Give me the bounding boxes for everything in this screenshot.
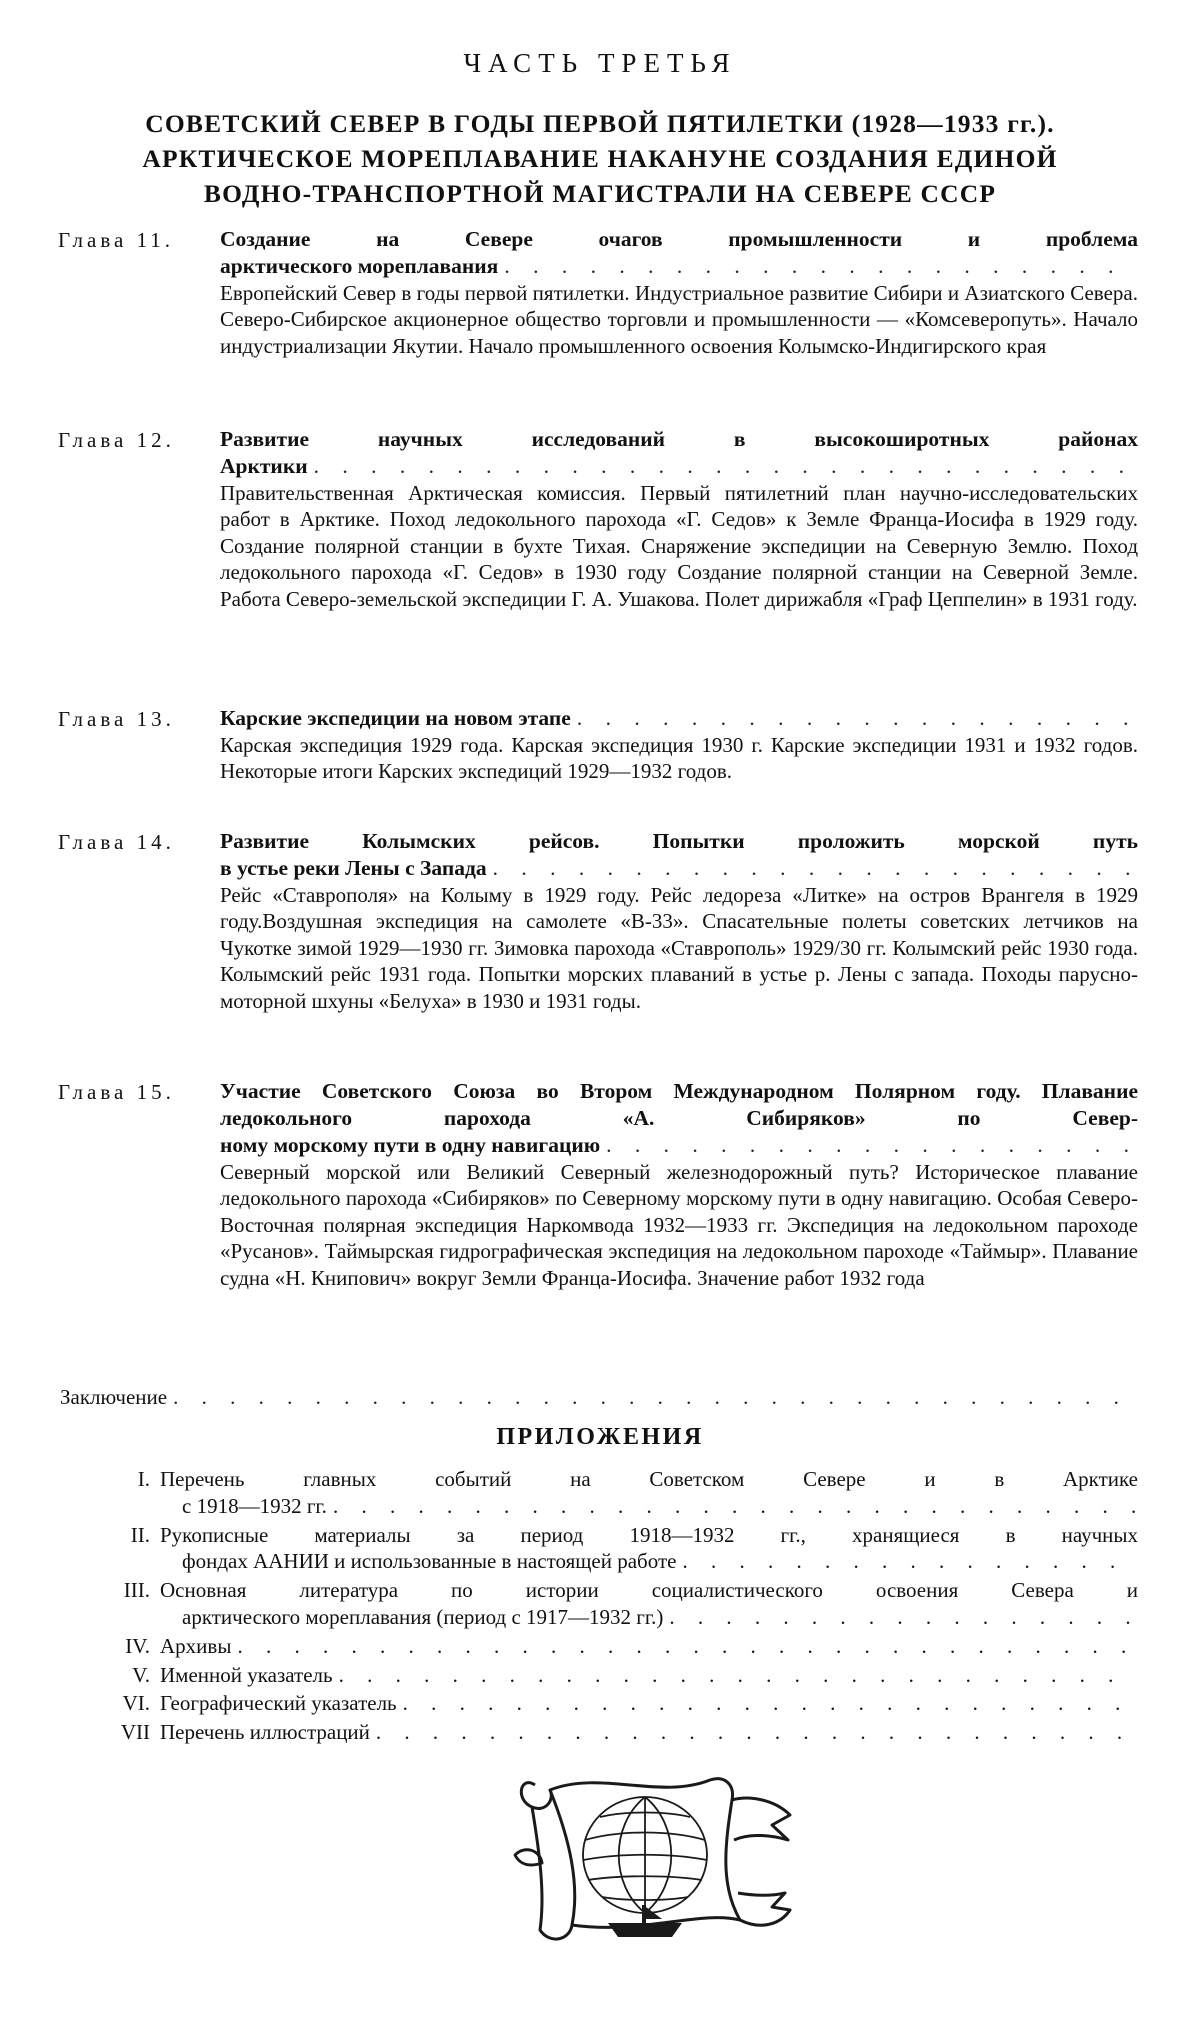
appendix-item [70,1662,1138,1689]
part-heading-line-2: АРКТИЧЕСКОЕ МОРЕПЛАВАНИЕ НАКАНУНЕ СОЗДАНИЯ ЕДИНОЙ [142,144,1058,173]
chapter-label: Глава 13. [58,707,175,731]
leader-dots [493,855,1138,882]
chapter-label: Глава 14. [58,830,175,854]
appendix-text: Архивы [160,1633,232,1658]
chapter-14 [58,828,1138,1014]
appendix-number: IV. [125,1633,150,1658]
appendix-text-line-1: Основная литература по истории социалистического освоения Севера и [160,1578,1138,1603]
part-heading [60,106,1140,211]
appendix-text: Перечень иллюстраций [160,1720,370,1745]
chapter-title-line-1: Развитие научных исследований в высокоширотных районах [220,427,1138,451]
chapter-title-line-2 [220,1132,1138,1159]
leader-dots [682,1548,1138,1575]
appendix-text-line-2: арктического мореплавания (период с 1917—1932 гг.) [182,1604,664,1629]
appendix-text: Географический указатель [160,1691,397,1716]
appendix-item [70,1466,1138,1520]
chapter-title-line-1: Участие Советского Союза во Втором Международном Полярном году. Плавание ледокольного парохода «А. Сибиряков» по Север- [220,1079,1138,1130]
part-title: ЧАСТЬ ТРЕТЬЯ [463,48,737,78]
chapter-title [220,705,1138,732]
appendix-item [70,1690,1138,1717]
appendix-number: II. [130,1522,150,1547]
appendix-title: ПРИЛОЖЕНИЯ [496,1424,704,1450]
chapter-description: Рейс «Ставрополя» на Колыму в 1929 году. Рейс ледореза «Литке» на остров Врангеля в 1929 году.Воздушная экспедиция на самолете «В-33». Спасательные полеты советских летчиков на Чукотке зимой 1929—1930 гг. Зимовка парохода «Ставрополь» 1929/30 гг. Колымский рейс 1930 года. Колымский рейс 1931 года. Попытки морских плаваний в устье р. Лены с запада. Походы парусно-моторной шхуны «Белуха» в 1930 и 1931 годы. [220,883,1138,1013]
chapter-description: Карская экспедиция 1929 года. Карская экспедиция 1930 г. Карские экспедиции 1931 и 1932 годов. Некоторые итоги Карских экспедиций 1929—1932 годов. [220,733,1138,784]
leader-dots [606,1132,1138,1159]
appendix-text-line-1: Перечень главных событий на Советском Севере и в Арктике [160,1467,1138,1491]
chapter-description: Северный морской или Великий Северный железнодорожный путь? Историческое плавание ледокольного парохода «Сибиряков» по Северному морскому пути в одну навигацию. Особая Северо-Восточная полярная экспедиция Наркомвода 1932—1933 гг. Экспедиция на ледокольном пароходе «Русанов». Таймырская гидрографическая экспедиция на ледокольном пароходе «Таймыр». Плавание судна «Н. Книпович» вокруг Земли Франца-Иосифа. Значение работ 1932 года [220,1160,1138,1290]
leader-dots [504,253,1138,280]
appendix-list [70,1466,1138,1748]
appendix-item [70,1633,1138,1660]
leader-dots [403,1690,1138,1717]
chapter-description: Правительственная Арктическая комиссия. Первый пятилетний план научно-исследовательских работ в Арктике. Поход ледокольного парохода «Г. Седов» к Земле Франца-Иосифа в 1929 году. Создание полярной станции в бухте Тихая. Снаряжение экспедиции на Северную Землю. Поход ледокольного парохода «Г. Седов» в 1930 году Создание полярной станции на Северной Земле. Работа Северо-земельской экспедиции Г. А. Ушакова. Полет дирижабля «Граф Цеппелин» в 1931 году. [220,481,1138,611]
chapter-title-line-2 [220,453,1138,480]
chapter-title-line-2 [220,253,1138,280]
chapter-label: Глава 12. [58,428,175,452]
chapter-title-line-1: Создание на Севере очагов промышленности и проблема [220,227,1138,251]
chapter-11 [58,226,1138,359]
appendix-number: I. [137,1467,150,1491]
chapter-label: Глава 15. [58,1080,175,1104]
chapter-12 [58,426,1138,612]
chapter-15 [58,1078,1138,1291]
appendix-text-line-2: фондах ААНИИ и использованные в настоящей работе [182,1549,677,1574]
appendix-number: VI. [122,1691,150,1716]
chapter-title-text: ному морскому пути в одну навигацию [220,1133,601,1157]
appendix-text: Именной указатель [160,1662,333,1687]
chapter-title-line [220,705,1138,732]
conclusion-label: Заключение [60,1385,168,1409]
appendix-item [70,1577,1138,1631]
map-scroll-vignette-icon [510,1745,795,1955]
chapter-title-text: Арктики [220,454,308,478]
leader-dots [173,1383,1138,1411]
appendix-number: III. [123,1578,150,1603]
chapter-title [220,828,1138,882]
chapter-title [220,1078,1138,1159]
appendix-text-line-2: с 1918—1932 гг. [182,1493,327,1518]
conclusion-entry [60,1383,1138,1411]
chapter-title-line-1: Развитие Колымских рейсов. Попытки проложить морской путь [220,829,1138,853]
chapter-label: Глава 11. [58,228,175,252]
appendix-item [70,1719,1138,1746]
appendix-text-line-1: Рукописные материалы за период 1918—1932 гг., хранящиеся в научных [160,1522,1138,1547]
leader-dots [339,1662,1138,1689]
appendix-item [70,1522,1138,1576]
chapter-title [220,426,1138,480]
appendix-number: V. [132,1662,150,1687]
leader-dots [669,1604,1138,1631]
leader-dots [376,1719,1138,1746]
part-heading-line-3: ВОДНО-ТРАНСПОРТНОЙ МАГИСТРАЛИ НА СЕВЕРЕ СССР [203,179,997,208]
chapter-title-text: Карские экспедиции на новом этапе [220,706,571,730]
chapter-title-line-2 [220,855,1138,882]
leader-dots [237,1633,1138,1660]
leader-dots [314,453,1138,480]
part-heading-line-1: СОВЕТСКИЙ СЕВЕР В ГОДЫ ПЕРВОЙ ПЯТИЛЕТКИ (1928—1933 гг.). [145,109,1055,138]
leader-dots [577,705,1138,732]
chapter-title-text: в устье реки Лены с Запада [220,856,487,880]
leader-dots [333,1493,1138,1520]
appendix-number: VII [120,1720,150,1745]
chapter-description: Европейский Север в годы первой пятилетки. Индустриальное развитие Сибири и Азиатского Севера. Северо-Сибирское акционерное общество торговли и промышленности — «Комсеверопуть». Начало индустриализации Якутии. Начало промышленного освоения Колымско-Индигирского края [220,281,1138,358]
chapter-title-text: арктического мореплавания [220,254,499,278]
chapter-title [220,226,1138,280]
chapter-13 [58,705,1138,785]
